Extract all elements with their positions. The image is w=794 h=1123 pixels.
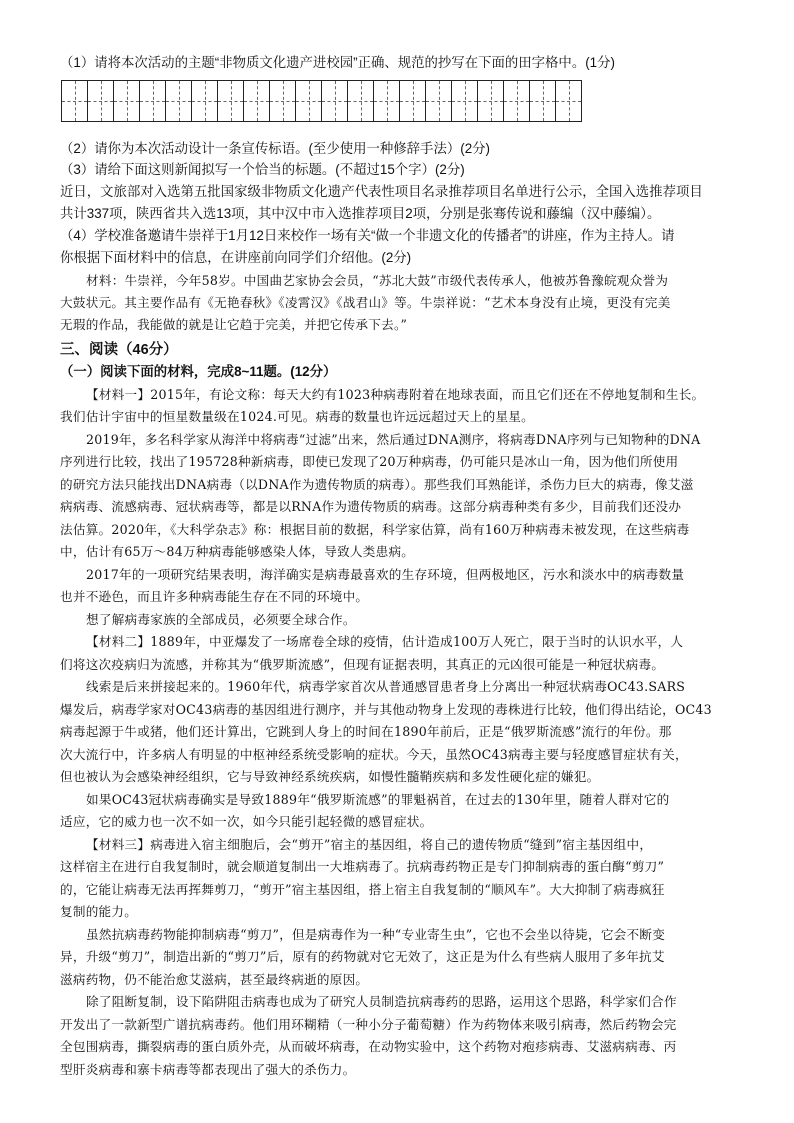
subsection-title: （一）阅读下面的材料，完成8~11题。(12分） (60, 364, 337, 379)
tian-zi-cell[interactable] (555, 80, 582, 122)
passage-line: 次大流行中，许多病人有明显的中枢神经系统受影响的症状。今天，虽然OC43病毒主要与轻度感冒症状有关， (60, 747, 688, 762)
question-4: （4）学校准备邀请牛崇祥于1月12日来校作一场有关“做一个非遗文化的传播者”的讲座，作为主持人。请 (60, 228, 675, 243)
passage-line: 2017年的一项研究结果表明，海洋确实是病毒最喜欢的生存环境，但两极地区，污水和淡水中的病毒数量 (86, 567, 685, 582)
passage-line: 爆发后，病毒学家对OC43病毒的基因组进行测序，并与其他动物身上发现的毒株进行比较，他们得出结论，OC43 (60, 702, 712, 717)
tian-zi-cell[interactable] (425, 80, 452, 122)
section-title: 三、阅读（46分） (60, 342, 178, 358)
passage-line: 复制的能力。 (60, 904, 138, 919)
question-2: （2）请你为本次活动设计一条宣传标语。(至少使用一种修辞手法）(2分) (60, 141, 490, 156)
tian-zi-cell[interactable] (269, 80, 296, 122)
passage-line: 但也被认为会感染神经组织，它与导致神经系统疾病，如慢性髓鞘疾病和多发性硬化症的嫌犯。 (60, 769, 600, 784)
passage-line: 【材料一】2015年，有论文称：每天大约有1023种病毒附着在地球表面，而且它们还在不停地复制和生长。 (86, 387, 705, 402)
passage-line: 的，它能让病毒无法再挥舞剪刀，“剪开”宿主基因组，搭上宿主自我复制的“顺风车”。大大抑制了病毒疯狂 (60, 882, 665, 897)
passage-line: 我们估计宇宙中的恒星数量级在1024.可见。病毒的数量也许远远超过天上的星星。 (60, 409, 534, 424)
tian-zi-cell[interactable] (451, 80, 478, 122)
passage-line: 2019年，多名科学家从海洋中将病毒“过滤”出来，然后通过DNA测序，将病毒DNA序列与已知物种的DNA (86, 432, 701, 447)
passage-line: 中，估计有65万～84万种病毒能够感染人体，导致人类患病。 (60, 544, 415, 559)
tian-zi-cell[interactable] (295, 80, 322, 122)
tian-zi-cell[interactable] (87, 80, 114, 122)
passage-line: 虽然抗病毒药物能抑制病毒“剪刀”，但是病毒作为一种“专业寄生虫”，它也不会坐以待毙，它会不断变 (86, 927, 666, 942)
tian-zi-cell[interactable] (503, 80, 530, 122)
passage-line: 全包围病毒，撕裂病毒的蛋白质外壳，从而破坏病毒，在动物实验中，这个药物对疱疹病毒、艾滋病病毒、丙 (60, 1039, 677, 1054)
passage-line: 这样宿主在进行自我复制时，就会顺道复制出一大堆病毒了。抗病毒药物正是专门抑制病毒的蛋白酶“剪刀” (60, 859, 665, 874)
passage-line: 型肝炎病毒和寨卡病毒等都表现出了强大的杀伤力。 (60, 1062, 356, 1077)
tian-zi-cell[interactable] (321, 80, 348, 122)
tian-zi-cell[interactable] (243, 80, 270, 122)
passage-line: 序列进行比较，找出了195728种新病毒，即使已发现了20万种病毒，仍可能只是冰山一角，因为他们所使用 (60, 454, 679, 469)
passage-line: 滋病药物，仍不能治愈艾滋病，甚至最终病逝的原因。 (60, 972, 369, 987)
tian-zi-cell[interactable] (347, 80, 374, 122)
tian-zi-cell[interactable] (61, 80, 88, 122)
tian-zi-cell[interactable] (477, 80, 504, 122)
passage-line: 除了阻断复制，设下陷阱阻击病毒也成为了研究人员制造抗病毒药的思路，运用这个思路，科学家们合作 (86, 994, 677, 1009)
passage-line: 法估算。2020年，《大科学杂志》称：根据目前的数据，科学家估算，尚有160万种病毒未被发现，在这些病毒 (60, 522, 690, 537)
passage-line: 【材料二】1889年，中亚爆发了一场席卷全球的疫情，估计造成100万人死亡，限于当时的认识水平，人 (86, 634, 684, 649)
tian-zi-cell[interactable] (399, 80, 426, 122)
passage-line: 【材料三】病毒进入宿主细胞后，会“剪开”宿主的基因组，将自己的遗传物质“缝到”宿主基因组中， (86, 837, 653, 852)
tian-zi-cell[interactable] (165, 80, 192, 122)
material-line: 大鼓状元。其主要作品有《无艳春秋》《凌霄汉》《战君山》等。牛崇祥说：“艺术本身没有止境，更没有完美 (60, 295, 671, 310)
question-1: （1）请将本次活动的主题“非物质文化遗产进校园”正确、规范的抄写在下面的田字格中。(1分) (60, 55, 615, 70)
tian-zi-grid[interactable] (62, 80, 582, 122)
tian-zi-cell[interactable] (191, 80, 218, 122)
passage-line: 异，升级“剪刀”，制造出新的“剪刀”后，原有的药物就对它无效了，这正是为什么有些病人服用了多年抗艾 (60, 949, 665, 964)
passage-line: 想了解病毒家族的全部成员，必须要全球合作。 (86, 612, 356, 627)
material-line: 材料：牛崇祥，今年58岁。中国曲艺家协会会员，“苏北大鼓”市级代表传承人，他被苏鲁豫皖观众誉为 (86, 273, 669, 288)
news-line: 近日，文旅部对入选第五批国家级非物质文化遗产代表性项目名录推荐项目名单进行公示，全国入选推荐项目 (60, 184, 703, 199)
passage-line: 如果OC43冠状病毒确实是导致1889年“俄罗斯流感”的罪魁祸首，在过去的130年里，随着人群对它的 (86, 792, 670, 807)
passage-line: 开发出了一款新型广谱抗病毒药。他们用环糊精（一种小分子葡萄糖）作为药物体来吸引病毒，然后药物会完 (60, 1017, 677, 1032)
passage-line: 适应，它的威力也一次不如一次，如今只能引起轻微的感冒症状。 (60, 814, 433, 829)
tian-zi-cell[interactable] (113, 80, 140, 122)
material-line: 无瑕的作品，我能做的就是让它趋于完美，并把它传承下去。” (60, 317, 408, 332)
question-4: 你根据下面材料中的信息，在讲座前向同学们介绍他。(2分) (60, 250, 412, 265)
tian-zi-cell[interactable] (373, 80, 400, 122)
passage-line: 病病毒、流感病毒、冠状病毒等，都是以RNA作为遗传物质的病毒。这部分病毒种类有多少，目前我们还没办 (60, 499, 682, 514)
passage-line: 也并不逊色，而且许多种病毒能生存在不同的环境中。 (60, 589, 369, 604)
passage-line: 病毒起源于牛或猪，他们还计算出，它跳到人身上的时间在1890年前后，正是“俄罗斯流感”流行的年份。那 (60, 724, 672, 739)
passage-line: 们将这次疫病归为流感，并称其为“俄罗斯流感”，但现有证据表明，其真正的元凶很可能是一种冠状病毒。 (60, 657, 665, 672)
news-line: 共计337项，陕西省共入选13项，其中汉中市入选推荐项目2项，分别是张骞传说和藤编（汉中藤编）。 (60, 206, 661, 221)
question-3: （3）请给下面这则新闻拟写一个恰当的标题。(不超过15个字）(2分) (60, 162, 465, 177)
tian-zi-cell[interactable] (217, 80, 244, 122)
passage-line: 的研究方法只能找出DNA病毒（以DNA作为遗传物质的病毒）。那些我们耳熟能详，杀伤力巨大的病毒，像艾滋 (60, 477, 694, 492)
tian-zi-cell[interactable] (529, 80, 556, 122)
tian-zi-cell[interactable] (139, 80, 166, 122)
passage-line: 线索是后来拼接起来的。1960年代，病毒学家首次从普通感冒患者身上分离出一种冠状病毒OC43.SARS (86, 679, 686, 694)
